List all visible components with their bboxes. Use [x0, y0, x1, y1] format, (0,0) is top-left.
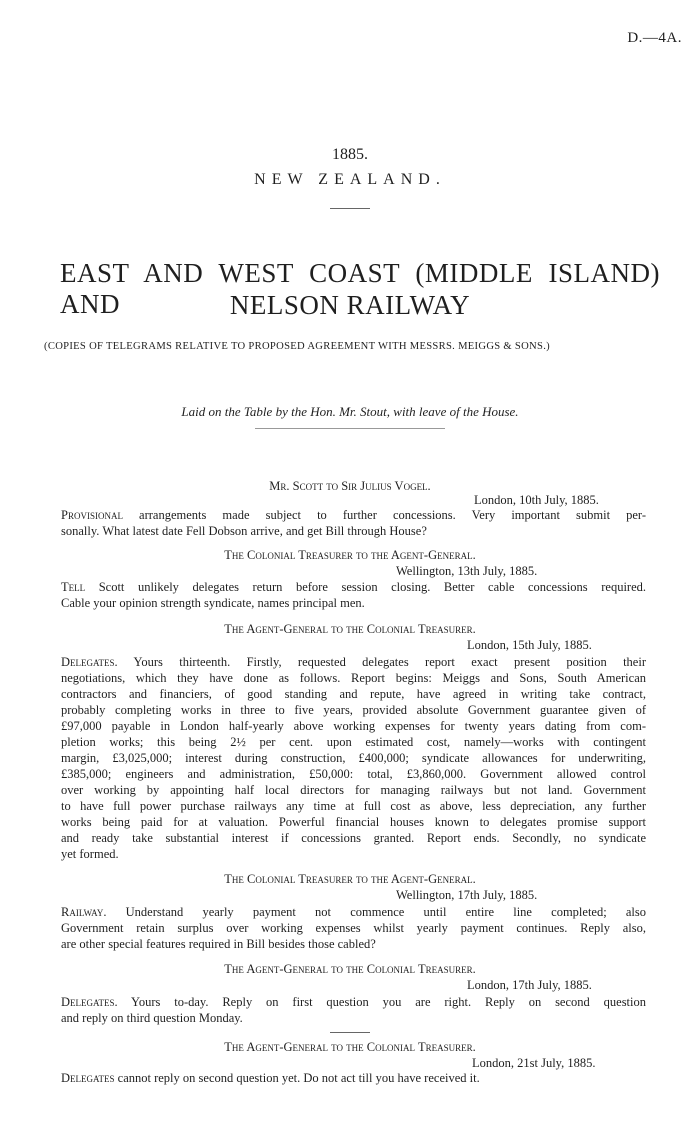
telegram-lead-word: Railway. [61, 905, 107, 919]
telegram-line: probably completing works in three to five years, provided absolute Government guarantee given of [61, 703, 646, 717]
telegram-line: Delegates. Yours thirteenth. Firstly, requested delegates report exact present position their [61, 655, 646, 669]
divider [330, 208, 370, 209]
telegram-header: The Agent-General to the Colonial Treasurer. [224, 962, 476, 976]
telegram-line: Government retain surplus over working expenses whilst yearly payment continues. Reply also, [61, 921, 646, 935]
telegram-dateline: Wellington, 17th July, 1885. [396, 888, 538, 902]
telegram-dateline: London, 10th July, 1885. [474, 493, 599, 507]
telegram-dateline: London, 17th July, 1885. [467, 978, 592, 992]
telegram-header: The Colonial Treasurer to the Agent-General. [224, 548, 476, 562]
divider [255, 428, 445, 429]
telegram-line: Railway. Understand yearly payment not commence until entire line completed; also [61, 905, 646, 919]
document-country: NEW ZEALAND. [254, 171, 446, 188]
telegram-header: Mr. Scott to Sir Julius Vogel. [269, 479, 431, 493]
telegram-line: Cable your opinion strength syndicate, names principal men. [61, 596, 365, 610]
telegram-dateline: Wellington, 13th July, 1885. [396, 564, 538, 578]
telegram-lead-word: Delegates [61, 1071, 115, 1085]
title-line-1: EAST AND WEST COAST (MIDDLE ISLAND) AND [60, 258, 660, 319]
laid-on-table-note: Laid on the Table by the Hon. Mr. Stout, with leave of the House. [181, 404, 519, 419]
telegram-line: over working by appointing half local directors for managing railways but not land. Government [61, 783, 646, 797]
telegram-lead-word: Provisional [61, 508, 123, 522]
telegram-line: £385,000; engineers and administration, £50,000: total, £3,860,000. Government allowed control [61, 767, 646, 781]
telegram-line: yet formed. [61, 847, 119, 861]
telegram-line: Provisional arrangements made subject to further concessions. Very important submit per- [61, 508, 646, 522]
title-line-2: NELSON RAILWAY [229, 290, 471, 320]
telegram-line: Delegates. Yours to-day. Reply on first question you are right. Reply on second question [61, 995, 646, 1009]
telegram-line: and reply on third question Monday. [61, 1011, 243, 1025]
telegram-line: Tell Scott unlikely delegates return before session closing. Better cable concessions required. [61, 580, 646, 594]
telegram-line: contractors and financiers, of good standing and repute, have agreed in writing take contract, [61, 687, 646, 701]
telegram-lead-word: Delegates. [61, 995, 118, 1009]
telegram-dateline: London, 15th July, 1885. [467, 638, 592, 652]
telegram-line: sonally. What latest date Fell Dobson arrive, and get Bill through House? [61, 524, 427, 538]
telegram-line: margin, £3,025,000; interest during construction, £400,000; syndicate allowances for underwriting, [61, 751, 646, 765]
telegram-header: The Agent-General to the Colonial Treasurer. [224, 1040, 476, 1054]
telegram-line: negotiations, which they have done as follows. Report begins: Meiggs and Sons, South American [61, 671, 646, 685]
telegram-line: and ready take substantial interest if concessions granted. Report ends. Secondly, no syndicate [61, 831, 646, 845]
telegram-line: to have full power purchase railways any time at full cost as above, less depreciation, any further [61, 799, 646, 813]
telegram-header: The Agent-General to the Colonial Treasurer. [224, 622, 476, 636]
document-year: 1885. [332, 146, 368, 163]
document-reference: D.—4A. [627, 30, 682, 46]
telegram-line: works being paid for at valuation. Powerful financial houses known to delegates promise support [61, 815, 646, 829]
telegram-dateline: London, 21st July, 1885. [472, 1056, 596, 1070]
telegram-lead-word: Delegates. [61, 655, 118, 669]
telegram-lead-word: Tell [61, 580, 86, 594]
telegram-line: are other special features required in Bill besides those cabled? [61, 937, 376, 951]
telegram-line: £97,000 payable in London half-yearly above working expenses for twenty years dating from com- [61, 719, 646, 733]
telegram-line: Delegates cannot reply on second question yet. Do not act till you have received it. [61, 1071, 480, 1085]
telegram-line: pletion works; this being 2½ per cent. upon estimated cost, namely—works with contingent [61, 735, 646, 749]
divider [330, 1032, 370, 1033]
document-subtitle: (COPIES OF TELEGRAMS RELATIVE TO PROPOSED AGREEMENT WITH MESSRS. MEIGGS & SONS.) [44, 341, 550, 352]
telegram-header: The Colonial Treasurer to the Agent-General. [224, 872, 476, 886]
